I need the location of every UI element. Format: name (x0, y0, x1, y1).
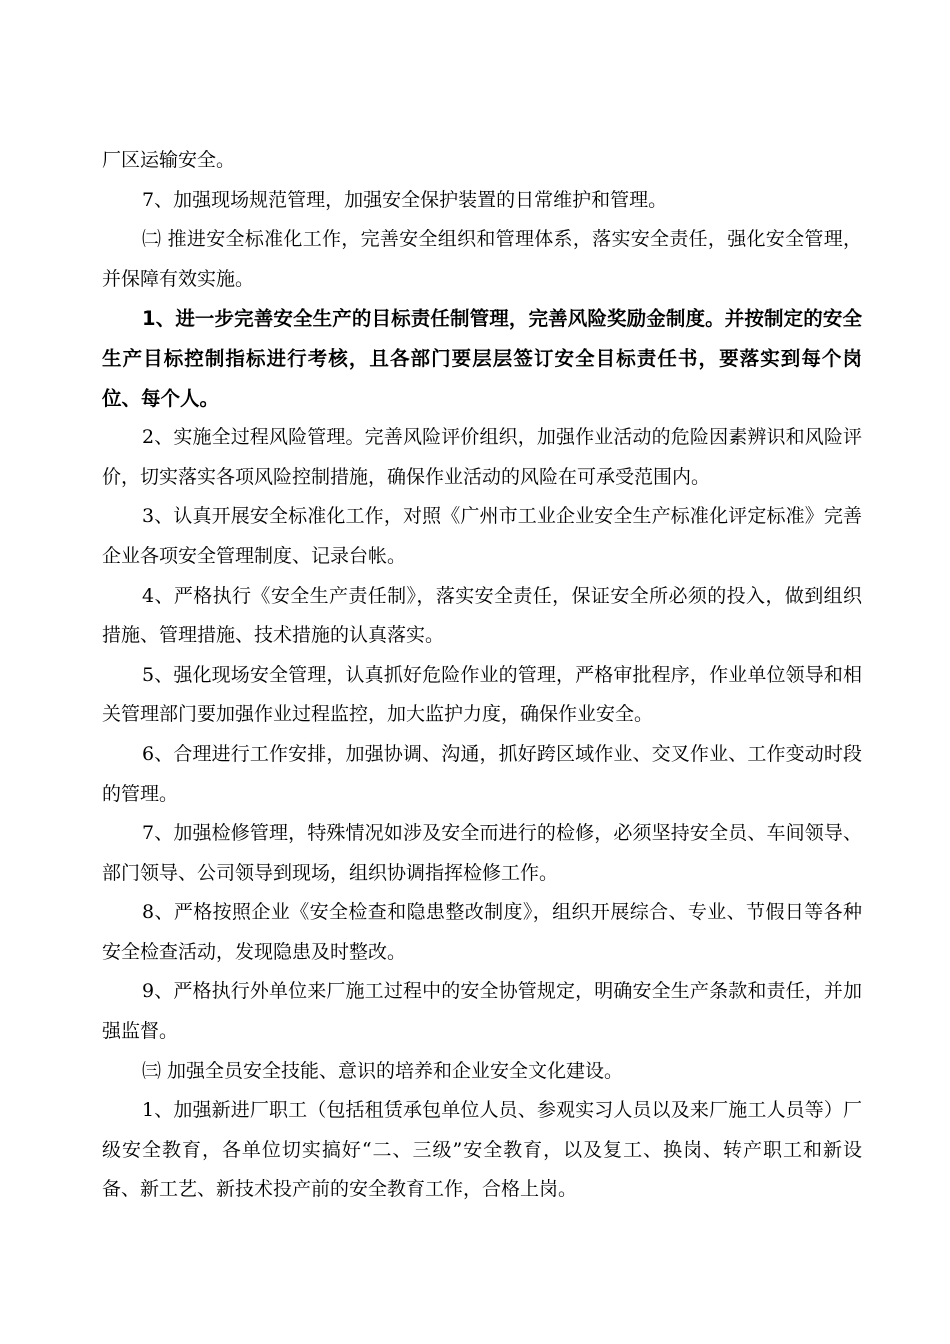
paragraph: ㈢ 加强全员安全技能、意识的培养和企业安全文化建设。 (142, 1059, 624, 1082)
paragraph: 3、认真开展安全标准化工作，对照《广州市工业企业安全生产标准化评定标准》完善企业各项安全管理制度、记录台帐。 (102, 505, 862, 567)
paragraph-bold: 1、进一步完善安全生产的目标责任制管理，完善风险奖励金制度。并按制定的安全生产目标控制指标进行考核，且各部门要层层签订安全目标责任书，要落实到每个岗位、每个人。 (102, 307, 862, 410)
paragraph: 2、实施全过程风险管理。完善风险评价组织，加强作业活动的危险因素辨识和风险评价，切实落实各项风险控制措施，确保作业活动的风险在可承受范围内。 (102, 426, 862, 488)
paragraph: 8、严格按照企业《安全检查和隐患整改制度》，组织开展综合、专业、节假日等各种安全检查活动，发现隐患及时整改。 (102, 901, 862, 963)
paragraph: 6、合理进行工作安排，加强协调、沟通，抓好跨区域作业、交叉作业、工作变动时段的管理。 (102, 742, 862, 805)
paragraph: 5、强化现场安全管理，认真抓好危险作业的管理，严格审批程序，作业单位领导和相关管理部门要加强作业过程监控，加大监护力度，确保作业安全。 (102, 663, 862, 726)
paragraph: 厂区运输安全。 (102, 149, 236, 171)
paragraph: 7、加强检修管理，特殊情况如涉及安全而进行的检修，必须坚持安全员、车间领导、部门领导、公司领导到现场，组织协调指挥检修工作。 (102, 822, 862, 884)
document-page (102, 141, 862, 1210)
paragraph: 1、加强新进厂职工（包括租赁承包单位人员、参观实习人员以及来厂施工人员等）厂级安全教育，各单位切实搞好“二、三级”安全教育，以及复工、换岗、转产职工和新设备、新工艺、新技术投产前的安全教育工作，合格上岗。 (102, 1099, 862, 1201)
paragraph: ㈡ 推进安全标准化工作，完善安全组织和管理体系，落实安全责任，强化安全管理，并保障有效实施。 (102, 228, 862, 290)
paragraph: 7、加强现场规范管理，加强安全保护装置的日常维护和管理。 (142, 188, 668, 211)
paragraph: 4、严格执行《安全生产责任制》，落实安全责任，保证安全所必须的投入，做到组织措施、管理措施、技术措施的认真落实。 (102, 584, 862, 647)
paragraph: 9、严格执行外单位来厂施工过程中的安全协管规定，明确安全生产条款和责任，并加强监督。 (102, 980, 862, 1043)
